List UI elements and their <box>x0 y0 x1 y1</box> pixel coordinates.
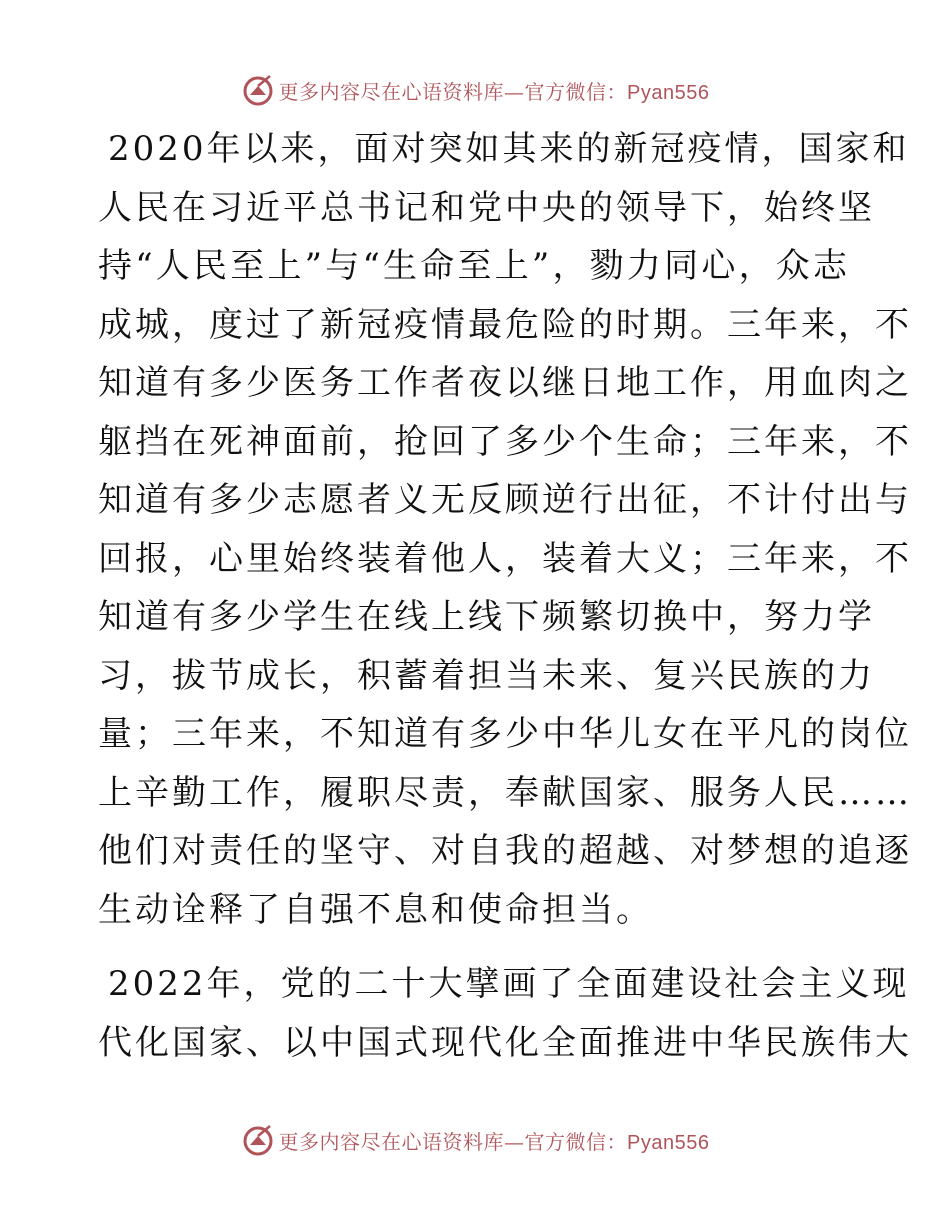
wechat-id: Pyan556 <box>627 81 710 104</box>
text-line: 习，拔节成长，积蓄着担当未来、复兴民族的力 <box>98 655 875 696</box>
text-line: 躯挡在死神面前，抢回了多少个生命；三年来，不 <box>98 421 912 462</box>
wechat-id: Pyan556 <box>627 1131 710 1154</box>
banner-text: 更多内容尽在心语资料库—官方微信：Pyan556 <box>278 1129 710 1154</box>
red-book-quill-logo-icon <box>241 73 275 107</box>
text-line: 成城，度过了新冠疫情最危险的时期。三年来，不 <box>98 304 912 345</box>
text-line: 代化国家、以中国式现代化全面推进中华民族伟大 <box>98 1022 912 1063</box>
red-book-quill-logo-icon <box>241 1123 275 1157</box>
paragraph-2 <box>98 955 912 1072</box>
text-line: 知道有多少学生在线上线下频繁切换中，努力学 <box>98 597 875 637</box>
text-line: 2022年，党的二十大擘画了全面建设社会主义现 <box>108 964 910 1004</box>
text-line: 人民在习近平总书记和党中央的领导下，始终坚 <box>98 187 875 228</box>
text-line: 生动诠释了自强不息和使命担当。 <box>98 889 653 930</box>
document-body <box>98 120 912 1072</box>
text-line: 上辛勤工作，履职尽责，奉献国家、服务人民…… <box>98 772 912 813</box>
footer-banner <box>0 1120 950 1160</box>
text-line: 2020年以来，面对突如其来的新冠疫情，国家和 <box>108 129 910 169</box>
text-line: 回报，心里始终装着他人，装着大义；三年来，不 <box>98 538 912 579</box>
paragraph-1 <box>98 120 912 939</box>
header-banner <box>0 70 950 110</box>
text-line: 知道有多少医务工作者夜以继日地工作，用血肉之 <box>98 363 912 403</box>
text-line: 持“人民至上”与“生命至上”，勠力同心，众志 <box>98 246 850 286</box>
text-line: 他们对责任的坚守、对自我的超越、对梦想的追逐 <box>98 831 912 871</box>
banner-text: 更多内容尽在心语资料库—官方微信：Pyan556 <box>278 79 710 104</box>
text-line: 知道有多少志愿者义无反顾逆行出征，不计付出与 <box>98 480 912 520</box>
text-line: 量；三年来，不知道有多少中华儿女在平凡的岗位 <box>98 714 912 754</box>
